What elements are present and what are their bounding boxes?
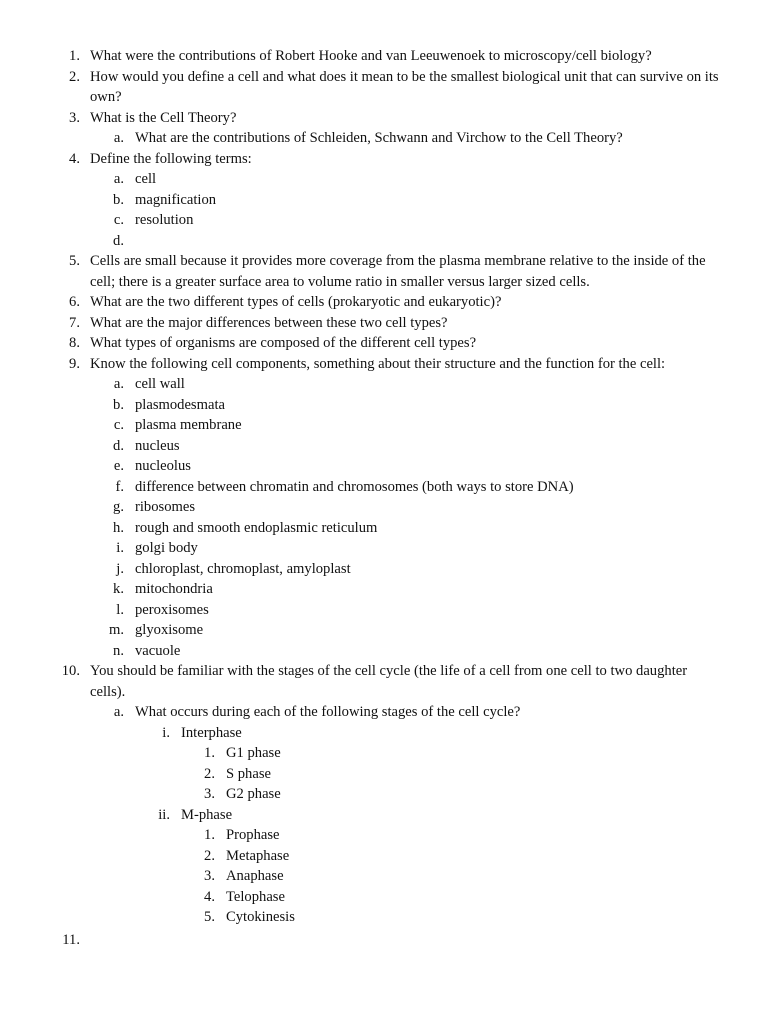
- list-item-level-4: [0, 743, 768, 764]
- list-marker: d.: [113, 437, 124, 454]
- list-item-text: You should be familiar with the stages of the cell cycle (the life of a cell from one cell to two daughter cells).: [90, 663, 688, 700]
- list-item-level-2: [0, 231, 768, 252]
- list-item-text: M-phase: [181, 806, 233, 823]
- list-marker: i.: [116, 540, 124, 556]
- numbered-question-list: [0, 46, 768, 950]
- list-item-level-2: [0, 559, 768, 580]
- list-marker: g.: [113, 499, 124, 515]
- list-marker: b.: [113, 396, 124, 413]
- list-item-level-2: [0, 477, 768, 498]
- list-marker: l.: [116, 601, 124, 618]
- list-item-level-4: [0, 846, 768, 867]
- list-item-text: What is the Cell Theory?: [90, 109, 237, 126]
- list-item-text: Anaphase: [226, 868, 284, 884]
- list-item-text: What were the contributions of Robert Hooke and van Leeuwenoek to microscopy/cell biology?: [90, 48, 652, 64]
- document-page: [0, 46, 768, 950]
- list-marker: a.: [113, 376, 124, 392]
- list-item-level-1: [0, 333, 768, 354]
- list-item-level-4: [0, 764, 768, 785]
- list-item-level-1: [0, 149, 768, 170]
- list-item-level-1: [0, 251, 768, 292]
- list-marker: 2.: [69, 68, 80, 85]
- list-marker: 7.: [69, 314, 80, 331]
- list-item-level-1: [0, 46, 768, 67]
- list-item-text: chloroplast, chromoplast, amyloplast: [135, 560, 351, 577]
- list-item-level-2: [0, 579, 768, 600]
- list-item-level-2: [0, 538, 768, 559]
- list-item-level-2: [0, 210, 768, 231]
- list-item-text: Cytokinesis: [226, 909, 295, 925]
- list-item-level-2: [0, 702, 768, 723]
- list-item-text: How would you define a cell and what does it mean to be the smallest biological unit that can survive on its own?: [90, 68, 719, 105]
- list-marker: f.: [115, 478, 124, 495]
- list-item-text: ribosomes: [135, 499, 195, 515]
- list-marker: 3.: [69, 109, 80, 126]
- list-item-text: Prophase: [226, 827, 280, 843]
- list-item-level-2: [0, 190, 768, 211]
- list-marker: h.: [113, 519, 124, 536]
- list-marker: ii.: [158, 806, 170, 823]
- list-item-text: Define the following terms:: [90, 150, 252, 167]
- list-item-level-1: [0, 292, 768, 313]
- list-item-level-3: [0, 723, 768, 744]
- list-marker: a.: [113, 704, 124, 720]
- list-marker: 1.: [204, 745, 215, 761]
- list-marker: 6.: [69, 294, 80, 310]
- list-marker: 1.: [69, 48, 80, 64]
- list-item-level-2: [0, 620, 768, 641]
- list-marker: 4.: [69, 150, 80, 167]
- list-item-text: peroxisomes: [135, 601, 209, 618]
- list-item-text: cell: [135, 171, 157, 187]
- list-item-text: What are the two different types of cells (prokaryotic and eukaryotic)?: [90, 294, 502, 310]
- list-item-level-4: [0, 907, 768, 928]
- list-marker: j.: [116, 560, 124, 577]
- list-item-text: vacuole: [135, 642, 181, 659]
- list-marker: k.: [113, 581, 124, 597]
- list-item-level-1: [0, 930, 768, 951]
- list-item-text: Interphase: [181, 724, 242, 741]
- list-item-text: Cells are small because it provides more coverage from the plasma membrane relative to the inside of the cell; there is a greater surface area to volume ratio in smaller versus larger sized cells.: [90, 253, 706, 290]
- list-marker: d.: [113, 232, 124, 249]
- list-item-text: S phase: [226, 765, 271, 782]
- list-marker: 4.: [204, 888, 215, 905]
- list-item-text: What types of organisms are composed of the different cell types?: [90, 335, 477, 351]
- list-marker: n.: [113, 642, 124, 659]
- list-item-text: [90, 930, 722, 951]
- list-item-level-4: [0, 784, 768, 805]
- list-item-text: mitochondria: [135, 581, 213, 597]
- list-item-level-2: [0, 415, 768, 436]
- list-item-level-2: [0, 497, 768, 518]
- list-marker: a.: [113, 130, 124, 146]
- list-item-level-1: [0, 661, 768, 702]
- list-item-level-2: [0, 518, 768, 539]
- list-item-level-2: [0, 128, 768, 149]
- list-item-level-2: [0, 374, 768, 395]
- list-item-text: difference between chromatin and chromosomes (both ways to store DNA): [135, 478, 574, 495]
- list-marker: e.: [113, 458, 124, 474]
- list-marker: 2.: [204, 847, 215, 864]
- list-marker: 11.: [62, 931, 80, 948]
- list-marker: 2.: [204, 765, 215, 782]
- list-marker: 9.: [69, 355, 80, 372]
- list-item-text: What are the major differences between these two cell types?: [90, 314, 448, 331]
- list-item-level-1: [0, 313, 768, 334]
- list-item-text: plasmodesmata: [135, 396, 225, 413]
- list-item-level-2: [0, 600, 768, 621]
- list-marker: a.: [113, 171, 124, 187]
- list-item-level-1: [0, 108, 768, 129]
- list-marker: m.: [109, 622, 124, 638]
- list-item-level-2: [0, 169, 768, 190]
- list-item-level-2: [0, 641, 768, 662]
- list-marker: 3.: [204, 868, 215, 884]
- list-item-level-4: [0, 866, 768, 887]
- list-marker: b.: [113, 191, 124, 208]
- list-item-level-4: [0, 825, 768, 846]
- list-item-text: rough and smooth endoplasmic reticulum: [135, 519, 378, 536]
- list-marker: 10.: [61, 663, 80, 679]
- list-item-text: nucleolus: [135, 458, 191, 474]
- list-marker: 8.: [69, 335, 80, 351]
- list-marker: c.: [113, 417, 124, 433]
- list-item-text: nucleus: [135, 437, 180, 454]
- list-item-level-2: [0, 395, 768, 416]
- list-marker: c.: [113, 212, 124, 228]
- list-item-text: [135, 231, 722, 252]
- list-marker: 1.: [204, 827, 215, 843]
- list-item-text: cell wall: [135, 376, 185, 392]
- list-item-text: Know the following cell components, something about their structure and the function for the cell:: [90, 355, 666, 372]
- list-marker: i.: [162, 724, 170, 741]
- list-item-text: Telophase: [226, 888, 285, 905]
- list-item-text: What are the contributions of Schleiden, Schwann and Virchow to the Cell Theory?: [135, 130, 623, 146]
- list-item-text: What occurs during each of the following stages of the cell cycle?: [135, 704, 521, 720]
- list-item-text: plasma membrane: [135, 417, 242, 433]
- list-item-text: magnification: [135, 191, 217, 208]
- list-item-text: G2 phase: [226, 786, 281, 802]
- list-marker: 5.: [204, 909, 215, 925]
- list-item-level-1: [0, 67, 768, 108]
- list-item-text: Metaphase: [226, 847, 290, 864]
- list-item-level-4: [0, 887, 768, 908]
- list-marker: 5.: [69, 253, 80, 269]
- list-item-text: resolution: [135, 212, 194, 228]
- list-item-text: golgi body: [135, 540, 198, 556]
- list-item-level-2: [0, 456, 768, 477]
- list-item-text: G1 phase: [226, 745, 281, 761]
- list-item-level-1: [0, 354, 768, 375]
- list-item-level-2: [0, 436, 768, 457]
- list-marker: 3.: [204, 786, 215, 802]
- list-item-level-3: [0, 805, 768, 826]
- list-item-text: glyoxisome: [135, 622, 204, 638]
